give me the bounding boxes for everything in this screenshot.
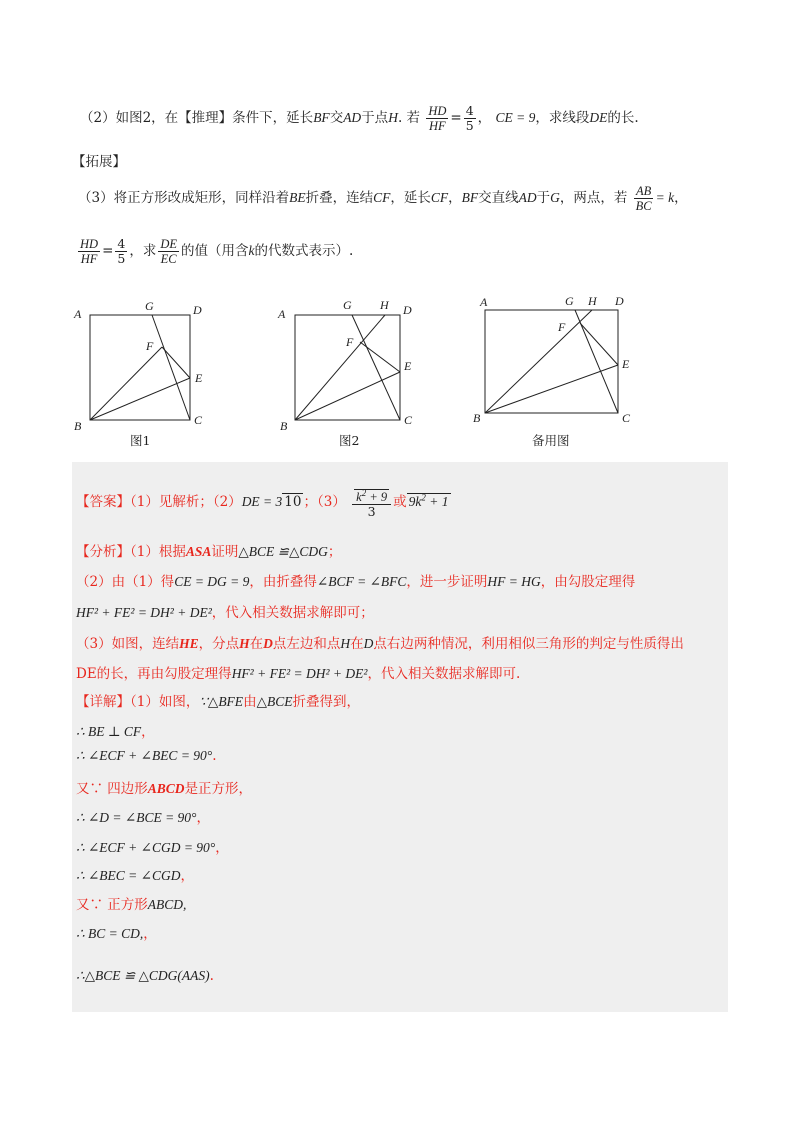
- detail-text: 又∵ 四边形: [76, 781, 148, 797]
- analysis-line-3: [76, 601, 374, 621]
- fig2-label: C: [404, 413, 413, 427]
- analysis-text: 在: [350, 636, 364, 652]
- answer-text: ；（3）: [303, 494, 346, 511]
- fig3-rect: [485, 310, 618, 413]
- frac-den: 5: [465, 118, 474, 133]
- frac-num: DE: [160, 237, 177, 251]
- q2-text: ，求线段: [535, 110, 590, 126]
- q2-ad: AD: [343, 110, 362, 125]
- q3-ad: AD: [518, 190, 537, 205]
- analysis-math: △BCE ≌△CDG: [238, 544, 328, 559]
- fig1-bf: [90, 347, 162, 420]
- analysis-math: CE = DG = 9: [174, 574, 250, 589]
- figure-3: [473, 294, 631, 448]
- fig3-label: G: [565, 294, 574, 308]
- detail-line-6: [76, 836, 229, 856]
- extension-title: 【拓展】: [72, 154, 126, 170]
- plus1: + 1: [425, 494, 449, 510]
- q3-cf: CF: [430, 190, 449, 205]
- detail-line-2: [76, 720, 155, 740]
- fig3-label: B: [473, 411, 481, 425]
- analysis-text: ；: [327, 544, 342, 560]
- detail-text: （1）如图，: [130, 694, 200, 710]
- fig3-label: A: [480, 295, 488, 309]
- fig1-be: [90, 378, 190, 420]
- q3-ab-bc-fraction: [634, 184, 654, 213]
- q2-text: 于点: [361, 110, 389, 126]
- q2-text: 的长.: [607, 110, 639, 126]
- fig2-caption: 图2: [339, 433, 360, 448]
- fig3-caption: 备用图: [532, 433, 570, 448]
- detail-math: ∵△BFE: [199, 694, 244, 709]
- answer-text: （1）见解析；（2）: [130, 494, 242, 511]
- fig3-fe: [580, 323, 618, 365]
- q2-bf: BF: [313, 110, 330, 125]
- analysis-text: （2）由（1）得: [76, 574, 175, 590]
- frac-num: AB: [636, 184, 652, 198]
- sqrt-10: [282, 493, 303, 510]
- q3-text: ，两点，若: [559, 190, 628, 206]
- fig1-label: B: [74, 419, 82, 433]
- analysis-text: （1）根据: [130, 544, 186, 560]
- fig2-be: [295, 372, 400, 420]
- analysis-math: HF² + FE² = DH² + DE²: [76, 605, 212, 620]
- analysis-d: D: [263, 636, 273, 651]
- detail-text: ，: [141, 724, 155, 740]
- q3-text: ，: [448, 190, 462, 206]
- fig2-label: B: [280, 419, 288, 433]
- q3-hd-hf-fraction: [78, 237, 100, 266]
- fig3-label: E: [622, 357, 630, 371]
- fig1-label: G: [145, 299, 154, 313]
- answer-line: [76, 486, 451, 519]
- fig1-gc: [152, 315, 190, 420]
- detail-abcd: ABCD: [147, 781, 185, 796]
- detail-math: ∴ ∠BEC = ∠CGD: [76, 868, 181, 883]
- frac-num: HD: [80, 237, 99, 251]
- frac-num: 4: [117, 236, 126, 251]
- fig2-label: A: [278, 307, 286, 321]
- detail-text: .: [209, 968, 214, 984]
- q3-text: ，求: [129, 243, 157, 259]
- detail-line-5: [76, 806, 210, 826]
- fig1-caption: 图1: [130, 433, 151, 448]
- detail-line-3: [76, 748, 217, 764]
- fig2-square: [295, 315, 400, 420]
- analysis-text: 点左边和点: [272, 636, 341, 652]
- figure-2: [277, 298, 413, 448]
- q2-sep: ，: [477, 110, 492, 126]
- k: k: [356, 490, 362, 505]
- analysis-text: 点右边两种情况，利用相似三角形的判定与性质得出: [373, 636, 684, 652]
- detail-math: ∴ BE ⊥ CF: [76, 724, 142, 739]
- sqrt-content: 10: [284, 494, 302, 511]
- detail-text: ，: [143, 926, 157, 942]
- q3-k: k: [248, 243, 255, 258]
- q3-text: ，: [674, 190, 688, 206]
- analysis-text: ，进一步证明: [406, 574, 488, 590]
- q3-four-fifths: [115, 237, 127, 266]
- detail-title: 【详解】: [76, 694, 130, 710]
- fig1-label: C: [194, 413, 203, 427]
- fig3-label: F: [558, 320, 566, 334]
- detail-text: ，: [196, 810, 210, 826]
- detail-math: ∴△BCE ≌ △CDG(AAS): [76, 968, 210, 983]
- frac-den: 5: [117, 251, 126, 266]
- fig3-label: H: [588, 294, 597, 308]
- analysis-math: HF² + FE² = DH² + DE²: [231, 666, 368, 681]
- detail-math: △BCE: [256, 694, 293, 709]
- analysis-text: ，代入相关数据求解即可.: [367, 666, 521, 682]
- analysis-line-5: [76, 662, 520, 682]
- detail-math: ∴ ∠ECF + ∠CGD = 90°: [76, 840, 216, 855]
- frac-num: 4: [465, 103, 474, 118]
- fig2-bh: [295, 315, 385, 420]
- analysis-line-2: [76, 570, 635, 590]
- frac-den: 3: [367, 504, 376, 520]
- question-3-line-1: [78, 184, 688, 213]
- fig3-be: [485, 365, 618, 413]
- analysis-text: ，由折叠得: [249, 574, 317, 590]
- detail-line-1: [76, 690, 360, 710]
- fig1-label: E: [195, 371, 203, 385]
- analysis-h: H: [340, 636, 351, 651]
- q2-de: DE: [589, 110, 608, 125]
- fig2-gc: [352, 315, 400, 420]
- figures-row: [60, 290, 660, 460]
- frac-den: HF: [80, 252, 98, 266]
- q3-eq-k: = k: [655, 190, 675, 205]
- q2-fraction: [426, 104, 448, 133]
- fig1-label: A: [74, 307, 82, 321]
- fig3-gc: [575, 310, 618, 413]
- fig1-label: F: [146, 339, 154, 353]
- q3-eq: =: [102, 243, 114, 259]
- detail-line-7: [76, 864, 194, 884]
- analysis-math: ∠BCF = ∠BFC: [316, 574, 407, 589]
- q3-text: 折叠，连结: [305, 190, 374, 206]
- q3-g: G: [550, 190, 560, 205]
- fig2-label: G: [343, 298, 352, 312]
- detail-text: 又∵ 正方形: [76, 897, 148, 913]
- question-3-line-2: [76, 237, 353, 266]
- frac-den: EC: [160, 252, 177, 266]
- answer-de: DE = 3: [241, 494, 283, 510]
- detail-math: ABCD,: [147, 897, 187, 912]
- q3-text: （3）将正方形改成矩形，同样沿着: [78, 190, 290, 206]
- analysis-text: DE的长，再由勾股定理得: [76, 666, 232, 682]
- answer-title: 【答案】: [76, 494, 130, 511]
- fig3-label: D: [615, 294, 624, 308]
- frac-num: HD: [428, 104, 447, 118]
- q2-text: （2）如图2，在【推理】条件下，延长: [80, 110, 314, 126]
- detail-math: ∴ ∠ECF + ∠BEC = 90°: [76, 748, 213, 763]
- q2-ce: CE = 9: [495, 110, 536, 125]
- q3-text: ，延长: [390, 190, 431, 206]
- analysis-title: 【分析】: [76, 544, 130, 560]
- fig3-label: C: [622, 411, 631, 425]
- detail-math: ∴ ∠D = ∠BCE = 90°: [76, 810, 197, 825]
- analysis-line-1: [76, 540, 341, 560]
- analysis-asa: ASA: [185, 544, 212, 559]
- detail-line-8: [76, 893, 186, 913]
- fig2-label: F: [346, 335, 354, 349]
- q3-bf: BF: [461, 190, 479, 205]
- q3-text: 的代数式表示）.: [254, 243, 354, 259]
- detail-text: ，: [215, 840, 229, 856]
- q3-text: 交直线: [478, 190, 519, 206]
- detail-text: 由: [243, 694, 257, 710]
- analysis-text: ，代入相关数据求解即可；: [211, 605, 374, 621]
- q2-text: 交: [329, 110, 344, 126]
- answer-fraction: [352, 486, 391, 519]
- analysis-h: H: [239, 636, 250, 651]
- analysis-d: D: [363, 636, 374, 651]
- detail-text: 是正方形，: [184, 781, 253, 797]
- q3-text: 的值（用含: [181, 243, 249, 259]
- q2-eq: =: [450, 110, 462, 126]
- detail-line-4: [76, 777, 252, 797]
- analysis-text: 在: [249, 636, 264, 652]
- q3-de-ec-fraction: [158, 237, 179, 266]
- fig1-label: D: [193, 303, 202, 317]
- nine-k: 9k: [408, 494, 422, 510]
- analysis-math: HF = HG: [487, 574, 541, 589]
- analysis-line-4: [76, 632, 684, 652]
- q3-text: 于: [536, 190, 551, 206]
- fig3-bh: [485, 310, 592, 413]
- q2-h: H: [388, 110, 398, 125]
- q2-text: . 若: [397, 110, 421, 126]
- frac-den: HF: [429, 119, 446, 133]
- fig1-fe: [162, 347, 190, 378]
- detail-line-10: [76, 968, 214, 984]
- detail-text: 折叠得到，: [292, 694, 360, 710]
- analysis-text: （3）如图，连结: [76, 636, 180, 652]
- sqrt-k2-9: $k^2 + 9$: [356, 488, 388, 505]
- q3-cf: CF: [373, 190, 391, 205]
- answer-or: 或: [393, 494, 407, 511]
- q2-value-fraction: [464, 104, 476, 133]
- analysis-he: HE: [179, 636, 199, 651]
- detail-text: ，: [180, 868, 194, 884]
- fig2-label: E: [404, 359, 412, 373]
- plus9: + 9: [366, 490, 388, 505]
- detail-line-9: [76, 922, 157, 942]
- frac-num: [352, 486, 391, 505]
- analysis-text: 证明: [211, 544, 239, 560]
- analysis-text: ，由勾股定理得: [540, 574, 636, 590]
- figure-1: [73, 299, 203, 448]
- fig2-label: H: [380, 298, 389, 312]
- detail-text: .: [212, 748, 217, 764]
- sqrt-9k2-1: $9k^2 + 1$: [408, 492, 449, 510]
- question-2: [80, 104, 639, 133]
- analysis-text: ，分点: [198, 636, 240, 652]
- detail-math: ∴ BC = CD,: [76, 926, 144, 941]
- fig2-label: D: [403, 303, 412, 317]
- q3-be: BE: [289, 190, 306, 205]
- frac-den: BC: [635, 199, 652, 213]
